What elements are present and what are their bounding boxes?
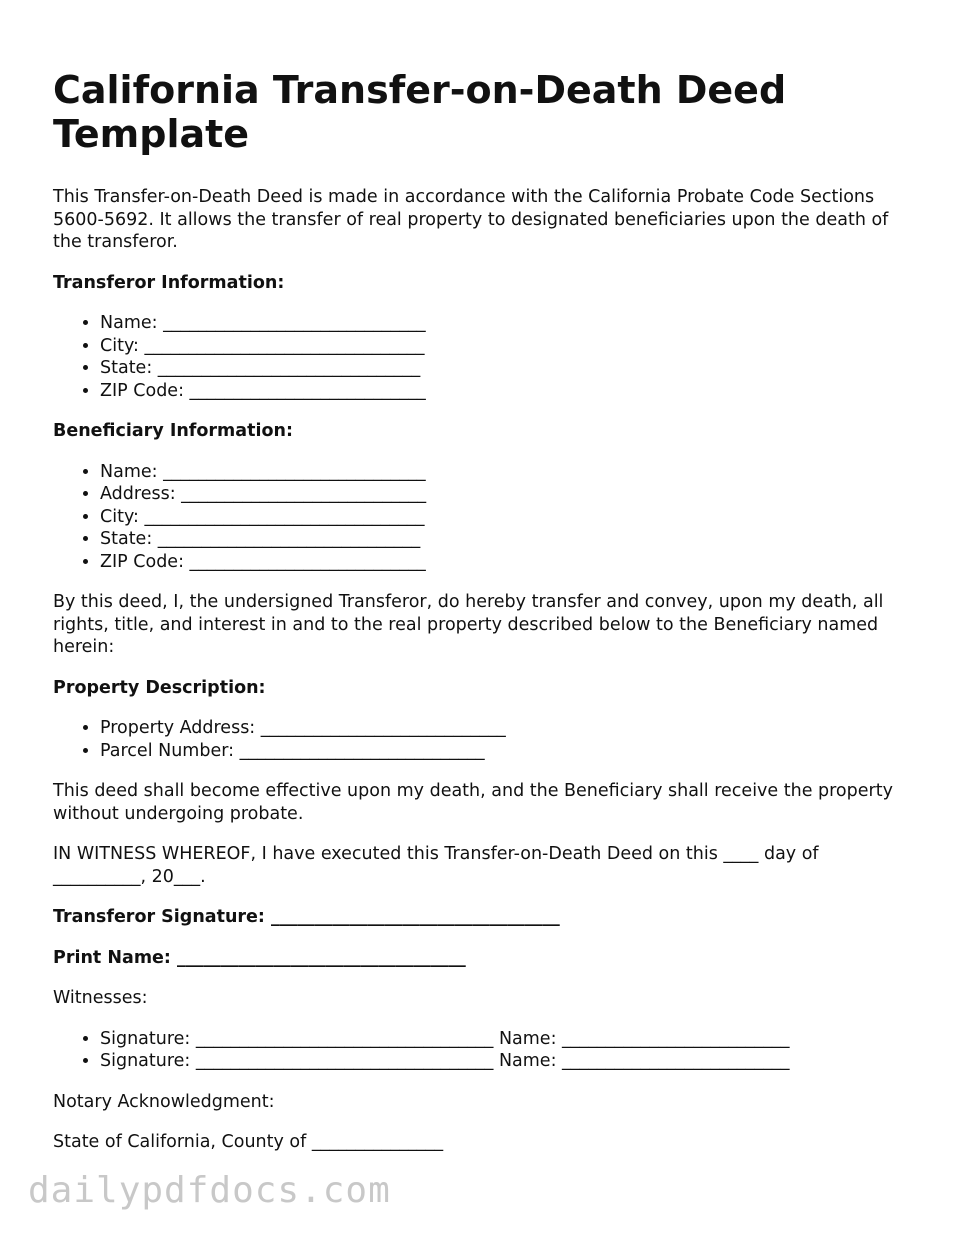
property-address-field: • Property Address: ____________________________: [100, 717, 913, 740]
notary-label: Notary Acknowledgment:: [53, 1091, 275, 1112]
print-name-line: Print Name: _________________________________: [53, 947, 466, 968]
witness-signature-line: • Signature: __________________________________ Name: __________________________: [100, 1028, 913, 1051]
transferor-state-field: • State: ______________________________: [100, 357, 913, 380]
site-watermark: dailypdfdocs.com: [28, 1170, 391, 1211]
beneficiary-state-field: • State: ______________________________: [100, 528, 913, 551]
beneficiary-name-field: • Name: ______________________________: [100, 461, 913, 484]
beneficiary-address-field: • Address: ____________________________: [100, 483, 913, 506]
transferor-heading: Transferor Information:: [53, 272, 285, 293]
transferor-list: [53, 312, 913, 402]
witnesses-list: [53, 1028, 913, 1073]
intro-paragraph: This Transfer-on-Death Deed is made in accordance with the California Probate Code Sections 5600-5692. It allows the transfer of real property to designated beneficiaries upon the death of the transferor.: [53, 187, 889, 252]
effective-paragraph: This deed shall become effective upon my death, and the Beneficiary shall receive the property without undergoing probate.: [53, 781, 893, 824]
property-list: [53, 717, 913, 762]
parcel-number-field: • Parcel Number: ____________________________: [100, 740, 913, 763]
witness-clause: IN WITNESS WHEREOF, I have executed this Transfer-on-Death Deed on this ____ day of __________, 20___.: [53, 844, 819, 887]
beneficiary-zip-field: • ZIP Code: ___________________________: [100, 551, 913, 574]
beneficiary-city-field: • City: ________________________________: [100, 506, 913, 529]
conveyance-paragraph: By this deed, I, the undersigned Transferor, do hereby transfer and convey, upon my death, all rights, title, and interest in and to the real property described below to the Beneficiary named herein:: [53, 592, 884, 657]
transferor-name-field: • Name: ______________________________: [100, 312, 913, 335]
transferor-signature-line: Transferor Signature: _________________________________: [53, 907, 560, 927]
page-title: California Transfer-on-Death Deed Template: [53, 68, 787, 156]
property-heading: Property Description:: [53, 677, 266, 698]
beneficiary-list: [53, 461, 913, 574]
beneficiary-heading: Beneficiary Information:: [53, 421, 293, 441]
transferor-zip-field: • ZIP Code: ___________________________: [100, 380, 913, 403]
witnesses-label: Witnesses:: [53, 988, 148, 1008]
witness-signature-line: • Signature: __________________________________ Name: __________________________: [100, 1050, 913, 1073]
transferor-city-field: • City: ________________________________: [100, 335, 913, 358]
document-page: [53, 68, 913, 1172]
county-line: State of California, County of _______________: [53, 1132, 444, 1152]
